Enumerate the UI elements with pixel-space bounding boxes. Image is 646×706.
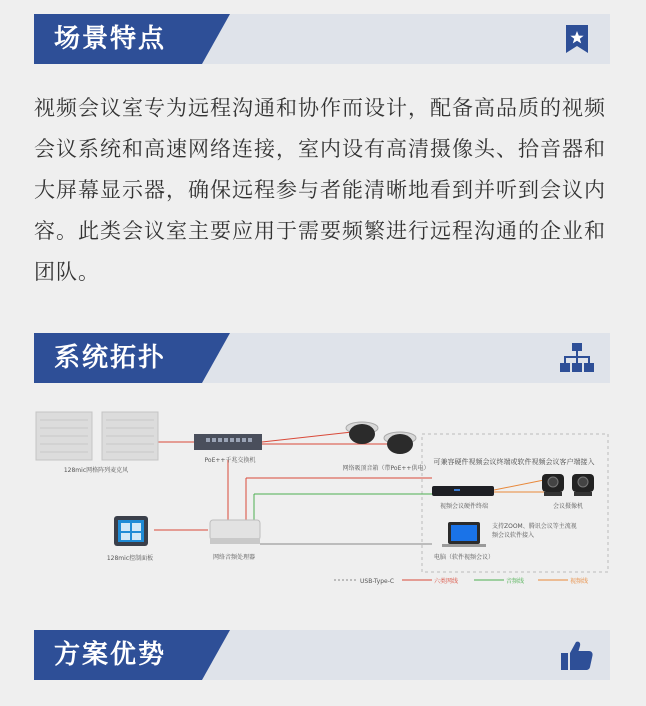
section-title-topology: 系统拓扑	[34, 333, 202, 383]
label-mic-array: 128mic网格阵列麦克风	[63, 467, 129, 474]
cable-video-camera-2	[494, 480, 544, 490]
label-audio-processor: 网络音频处理器	[212, 554, 256, 561]
video-terminal-device	[432, 486, 494, 496]
poe-switch-device	[194, 434, 262, 450]
section-header-scene	[34, 14, 610, 64]
topology-diagram	[34, 404, 610, 598]
legend-label-video: 视频线	[570, 578, 589, 585]
topology-svg	[34, 404, 610, 598]
legend-label-audio: 音频线	[506, 578, 525, 585]
section-header-advantage	[34, 630, 610, 680]
label-zoom-note-1: 支持ZOOM、腾讯会议等主流视	[492, 523, 577, 530]
camera-device	[542, 474, 594, 496]
label-zoom-note-2: 频会议软件接入	[492, 532, 535, 539]
legend-label-usb: USB-Type-C	[360, 578, 395, 585]
network-topology-icon	[560, 342, 594, 374]
section-title-scene: 场景特点	[34, 14, 202, 64]
thumbs-up-icon	[560, 639, 594, 671]
pc-device	[442, 522, 486, 547]
scene-description: 视频会议室专为远程沟通和协作而设计，配备高品质的视频会议系统和高速网络连接，室内设有高清摄像头、拾音器和大屏幕显示器，确保远程参与者能清晰地看到并听到会议内容。此类会议室主要应用于需要频繁进行远程沟通的企业和团队。	[34, 96, 606, 284]
legend-label-network: 六类网线	[434, 578, 459, 585]
bookmark-star-icon	[560, 23, 594, 55]
ceiling-speaker-device	[346, 422, 416, 454]
cable-switch-speaker	[262, 432, 352, 442]
audio-processor-device	[210, 520, 260, 544]
label-camera: 会议摄像机	[552, 503, 584, 510]
label-video-terminal: 视频会议硬件终端	[439, 503, 489, 510]
section-title-advantage: 方案优势	[34, 630, 202, 680]
label-poe-switch: PoE++千兆交换机	[204, 457, 256, 464]
label-ceiling-speaker: 网络吸顶音箱（带PoE++供电）	[342, 465, 430, 472]
cable-legend	[334, 577, 588, 585]
label-compat-note: 可兼容硬件视频会议终端或软件视频会议客户端接入	[433, 458, 595, 466]
mic-array-device	[36, 412, 158, 460]
section-header-topology	[34, 333, 610, 383]
label-control-panel: 128mic控制面板	[106, 555, 154, 562]
control-panel-device	[114, 516, 148, 546]
label-pc: 电脑（软件视频会议）	[433, 554, 495, 561]
